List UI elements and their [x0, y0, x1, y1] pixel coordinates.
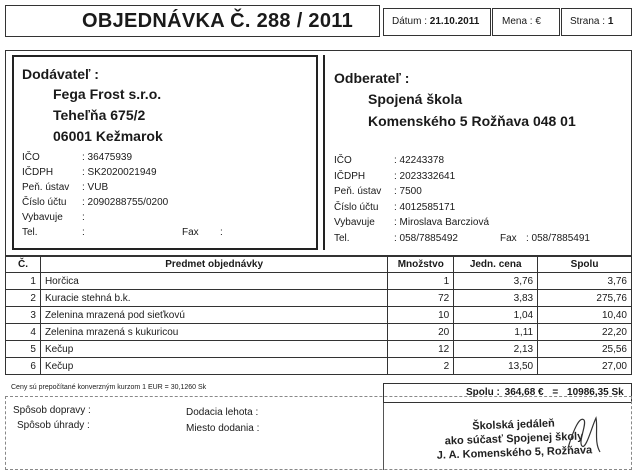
cell-total: 3,76 [538, 273, 632, 290]
customer-fields [334, 153, 590, 246]
customer-heading: Odberateľ : [334, 70, 410, 86]
supplier-field-value: : [82, 212, 85, 223]
customer-field-row [334, 200, 590, 216]
supplier-field-row [22, 180, 223, 195]
cell-item: Kečup [40, 358, 387, 375]
supplier-field-value: : [82, 227, 85, 238]
cell-total: 22,20 [538, 324, 632, 341]
footer-divider [383, 403, 384, 470]
supplier-field-label: Peň. ústav [22, 182, 70, 193]
cell-unit: 1,04 [454, 307, 538, 324]
customer-field-value: : 7500 [394, 186, 422, 197]
cell-no: 2 [6, 290, 41, 307]
cell-qty: 20 [388, 324, 454, 341]
customer-fax-label: Fax [500, 232, 517, 244]
cell-total: 27,00 [538, 358, 632, 375]
currency-field [502, 16, 541, 27]
summary-label: Spolu : [466, 387, 500, 398]
supplier-name: Fega Frost s.r.o. [53, 86, 162, 102]
table-row [6, 290, 632, 307]
stamp-line-3: J. A. Komenského 5, Rožňava [436, 444, 593, 462]
delivery-label: Dodacia lehota : [186, 407, 259, 418]
supplier-fax-label: Fax [182, 227, 199, 238]
cell-qty: 1 [388, 273, 454, 290]
cell-unit: 3,83 [454, 290, 538, 307]
cell-total: 10,40 [538, 307, 632, 324]
summary-eur: 364,68 € [504, 387, 544, 398]
supplier-field-row [22, 225, 223, 240]
place-label: Miesto dodania : [186, 423, 260, 434]
signature-mark [560, 408, 610, 458]
cell-no: 4 [6, 324, 41, 341]
cell-qty: 10 [388, 307, 454, 324]
cell-unit: 13,50 [454, 358, 538, 375]
col-header-qty: Množstvo [388, 257, 454, 273]
customer-field-label: Číslo účtu [334, 201, 379, 213]
supplier-field-label: Číslo účtu [22, 197, 67, 208]
cell-unit: 2,13 [454, 341, 538, 358]
date-field [392, 16, 479, 27]
page-label: Strana : [570, 16, 606, 27]
table-row [6, 273, 632, 290]
cell-item: Kečup [40, 341, 387, 358]
table-row [6, 358, 632, 375]
customer-field-value: : 42243378 [394, 155, 445, 166]
page-value: 1 [607, 16, 614, 27]
currency-label: Mena : [502, 16, 533, 27]
col-header-unit: Jedn. cena [454, 257, 538, 273]
cell-item: Zelenina mrazená pod sieťkovú [40, 307, 387, 324]
customer-field-label: Tel. [334, 232, 350, 244]
table-row [6, 341, 632, 358]
supplier-field-label: IČO [22, 152, 40, 163]
supplier-field-label: IČDPH [22, 167, 54, 178]
transport-label: Spôsob dopravy : [13, 405, 91, 416]
customer-field-row [334, 153, 590, 169]
supplier-field-row [22, 195, 223, 210]
items-table [5, 256, 632, 375]
supplier-field-value: : VUB [82, 182, 109, 193]
cell-item: Zelenina mrazená s kukuricou [40, 324, 387, 341]
customer-field-value: : Miroslava Barcziová [394, 217, 490, 228]
customer-field-label: Vybavuje [334, 217, 375, 228]
supplier-field-row [22, 210, 223, 225]
customer-field-row [334, 231, 590, 247]
page-field [570, 16, 613, 27]
cell-qty: 2 [388, 358, 454, 375]
customer-field-label: Peň. ústav [334, 186, 382, 197]
table-row [6, 307, 632, 324]
customer-field-value: : 2023332641 [394, 170, 456, 182]
table-header-row [6, 257, 632, 273]
conversion-note: Ceny sú prepočítané konverzným kurzom 1 EUR = 30,1260 Sk [11, 384, 207, 391]
cell-qty: 12 [388, 341, 454, 358]
col-header-no: Č. [6, 257, 41, 273]
customer-field-value: : 4012585171 [394, 201, 456, 213]
cell-no: 5 [6, 341, 41, 358]
table-row [6, 324, 632, 341]
cell-unit: 1,11 [454, 324, 538, 341]
col-header-total: Spolu [538, 257, 632, 273]
payment-label: Spôsob úhrady : [17, 420, 90, 431]
date-label: Dátum : [392, 16, 428, 27]
summary-sk: 10986,35 Sk [567, 387, 624, 398]
cell-unit: 3,76 [454, 273, 538, 290]
cell-no: 6 [6, 358, 41, 375]
customer-field-row [334, 184, 590, 200]
cell-qty: 72 [388, 290, 454, 307]
supplier-field-value: : SK2020021949 [82, 167, 157, 178]
summary-eq: = [552, 387, 559, 398]
supplier-field-row [22, 150, 223, 165]
supplier-fields [22, 150, 223, 240]
page-title: OBJEDNÁVKA Č. 288 / 2011 [82, 10, 354, 32]
customer-fax-value: : 058/7885491 [526, 232, 590, 244]
supplier-field-label: Vybavuje [22, 212, 63, 223]
col-header-item: Predmet objednávky [40, 257, 387, 273]
customer-address: Komenského 5 Rožňava 048 01 [368, 113, 576, 129]
stamp-line-1: Školská jedáleň [472, 417, 555, 433]
supplier-city: 06001 Kežmarok [53, 128, 163, 144]
supplier-field-row [22, 165, 223, 180]
customer-name: Spojená škola [368, 91, 463, 107]
stamp-line-2: ako súčasť Spojenej školy [444, 430, 584, 448]
supplier-heading: Dodávateľ : [22, 66, 99, 82]
supplier-field-label: Tel. [22, 227, 38, 238]
customer-field-value: : 058/7885492 [394, 232, 458, 244]
cell-no: 3 [6, 307, 41, 324]
supplier-street: Teheľňa 675/2 [53, 107, 146, 123]
customer-field-row [334, 169, 590, 185]
supplier-field-value: : 36475939 [82, 152, 133, 163]
cell-item: Kuracie stehná b.k. [40, 290, 387, 307]
supplier-fax-value: : [220, 227, 223, 238]
date-value: 21.10.2011 [429, 16, 480, 27]
currency-value: € [535, 16, 541, 27]
cell-no: 1 [6, 273, 41, 290]
customer-field-label: IČO [334, 155, 352, 166]
customer-field-label: IČDPH [334, 170, 366, 182]
supplier-field-value: : 2090288755/0200 [82, 197, 169, 208]
cell-total: 275,76 [538, 290, 632, 307]
cell-item: Horčica [40, 273, 387, 290]
cell-total: 25,56 [538, 341, 632, 358]
customer-field-row [334, 215, 590, 231]
